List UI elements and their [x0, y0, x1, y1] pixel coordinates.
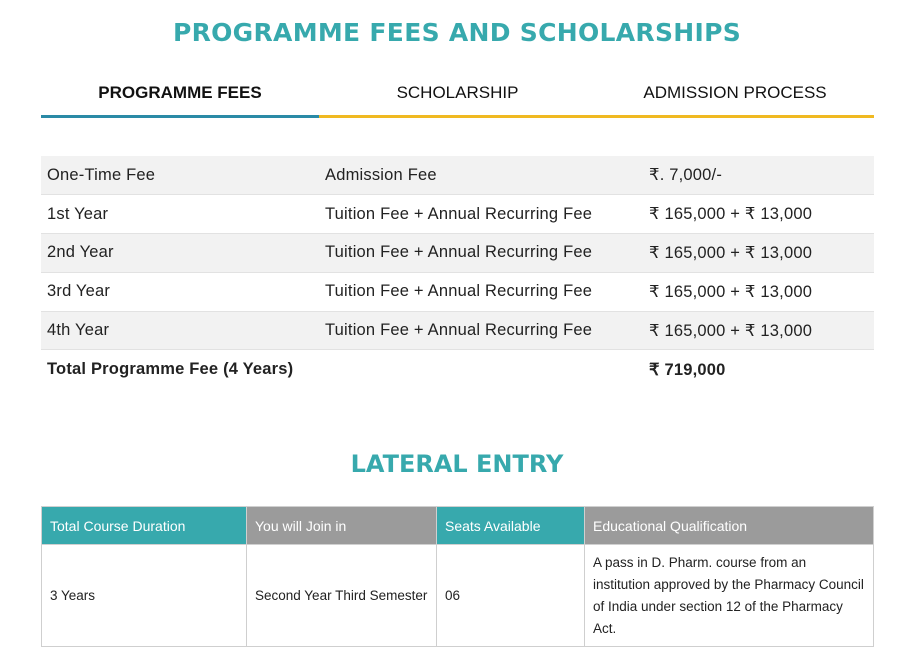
column-header-qualification: Educational Qualification	[585, 507, 874, 545]
fee-period: 1st Year	[41, 195, 319, 234]
fee-type: Tuition Fee + Annual Recurring Fee	[319, 195, 643, 234]
fee-amount: ₹ 165,000 + ₹ 13,000	[643, 272, 874, 311]
fee-type: Tuition Fee + Annual Recurring Fee	[319, 311, 643, 350]
tab-programme-fees[interactable]: PROGRAMME FEES	[41, 70, 319, 118]
seats-available: 06	[437, 545, 585, 647]
fee-type: Tuition Fee + Annual Recurring Fee	[319, 234, 643, 273]
educational-qualification: A pass in D. Pharm. course from an institution approved by the Pharmacy Council of India under section 12 of the Pharmacy Act.	[585, 545, 874, 647]
table-row	[41, 234, 874, 273]
fee-amount: ₹. 7,000/-	[643, 156, 874, 195]
column-header-seats: Seats Available	[437, 507, 585, 545]
fee-period: 3rd Year	[41, 272, 319, 311]
lateral-entry-table	[41, 506, 874, 647]
fee-amount: ₹ 165,000 + ₹ 13,000	[643, 234, 874, 273]
table-row	[41, 195, 874, 234]
fee-type: Admission Fee	[319, 156, 643, 195]
table-row	[41, 311, 874, 350]
tab-scholarship[interactable]: SCHOLARSHIP	[319, 70, 596, 118]
fee-amount: ₹ 165,000 + ₹ 13,000	[643, 311, 874, 350]
lateral-entry-title: LATERAL ENTRY	[350, 450, 564, 478]
total-amount: ₹ 719,000	[643, 350, 874, 389]
column-header-duration: Total Course Duration	[42, 507, 247, 545]
table-row	[41, 156, 874, 195]
tab-admission-process[interactable]: ADMISSION PROCESS	[596, 70, 874, 118]
table-header-row	[42, 507, 874, 545]
table-row	[42, 545, 874, 647]
tab-bar	[41, 70, 874, 118]
fee-period: 4th Year	[41, 311, 319, 350]
fee-period: 2nd Year	[41, 234, 319, 273]
total-label: Total Programme Fee (4 Years)	[41, 350, 643, 389]
total-row	[41, 350, 874, 389]
column-header-join-in: You will Join in	[247, 507, 437, 545]
page-title: PROGRAMME FEES AND SCHOLARSHIPS	[172, 18, 742, 47]
join-in: Second Year Third Semester	[247, 545, 437, 647]
table-row	[41, 272, 874, 311]
fee-amount: ₹ 165,000 + ₹ 13,000	[643, 195, 874, 234]
fee-period: One-Time Fee	[41, 156, 319, 195]
course-duration: 3 Years	[42, 545, 247, 647]
fee-type: Tuition Fee + Annual Recurring Fee	[319, 272, 643, 311]
fees-table	[41, 156, 874, 389]
